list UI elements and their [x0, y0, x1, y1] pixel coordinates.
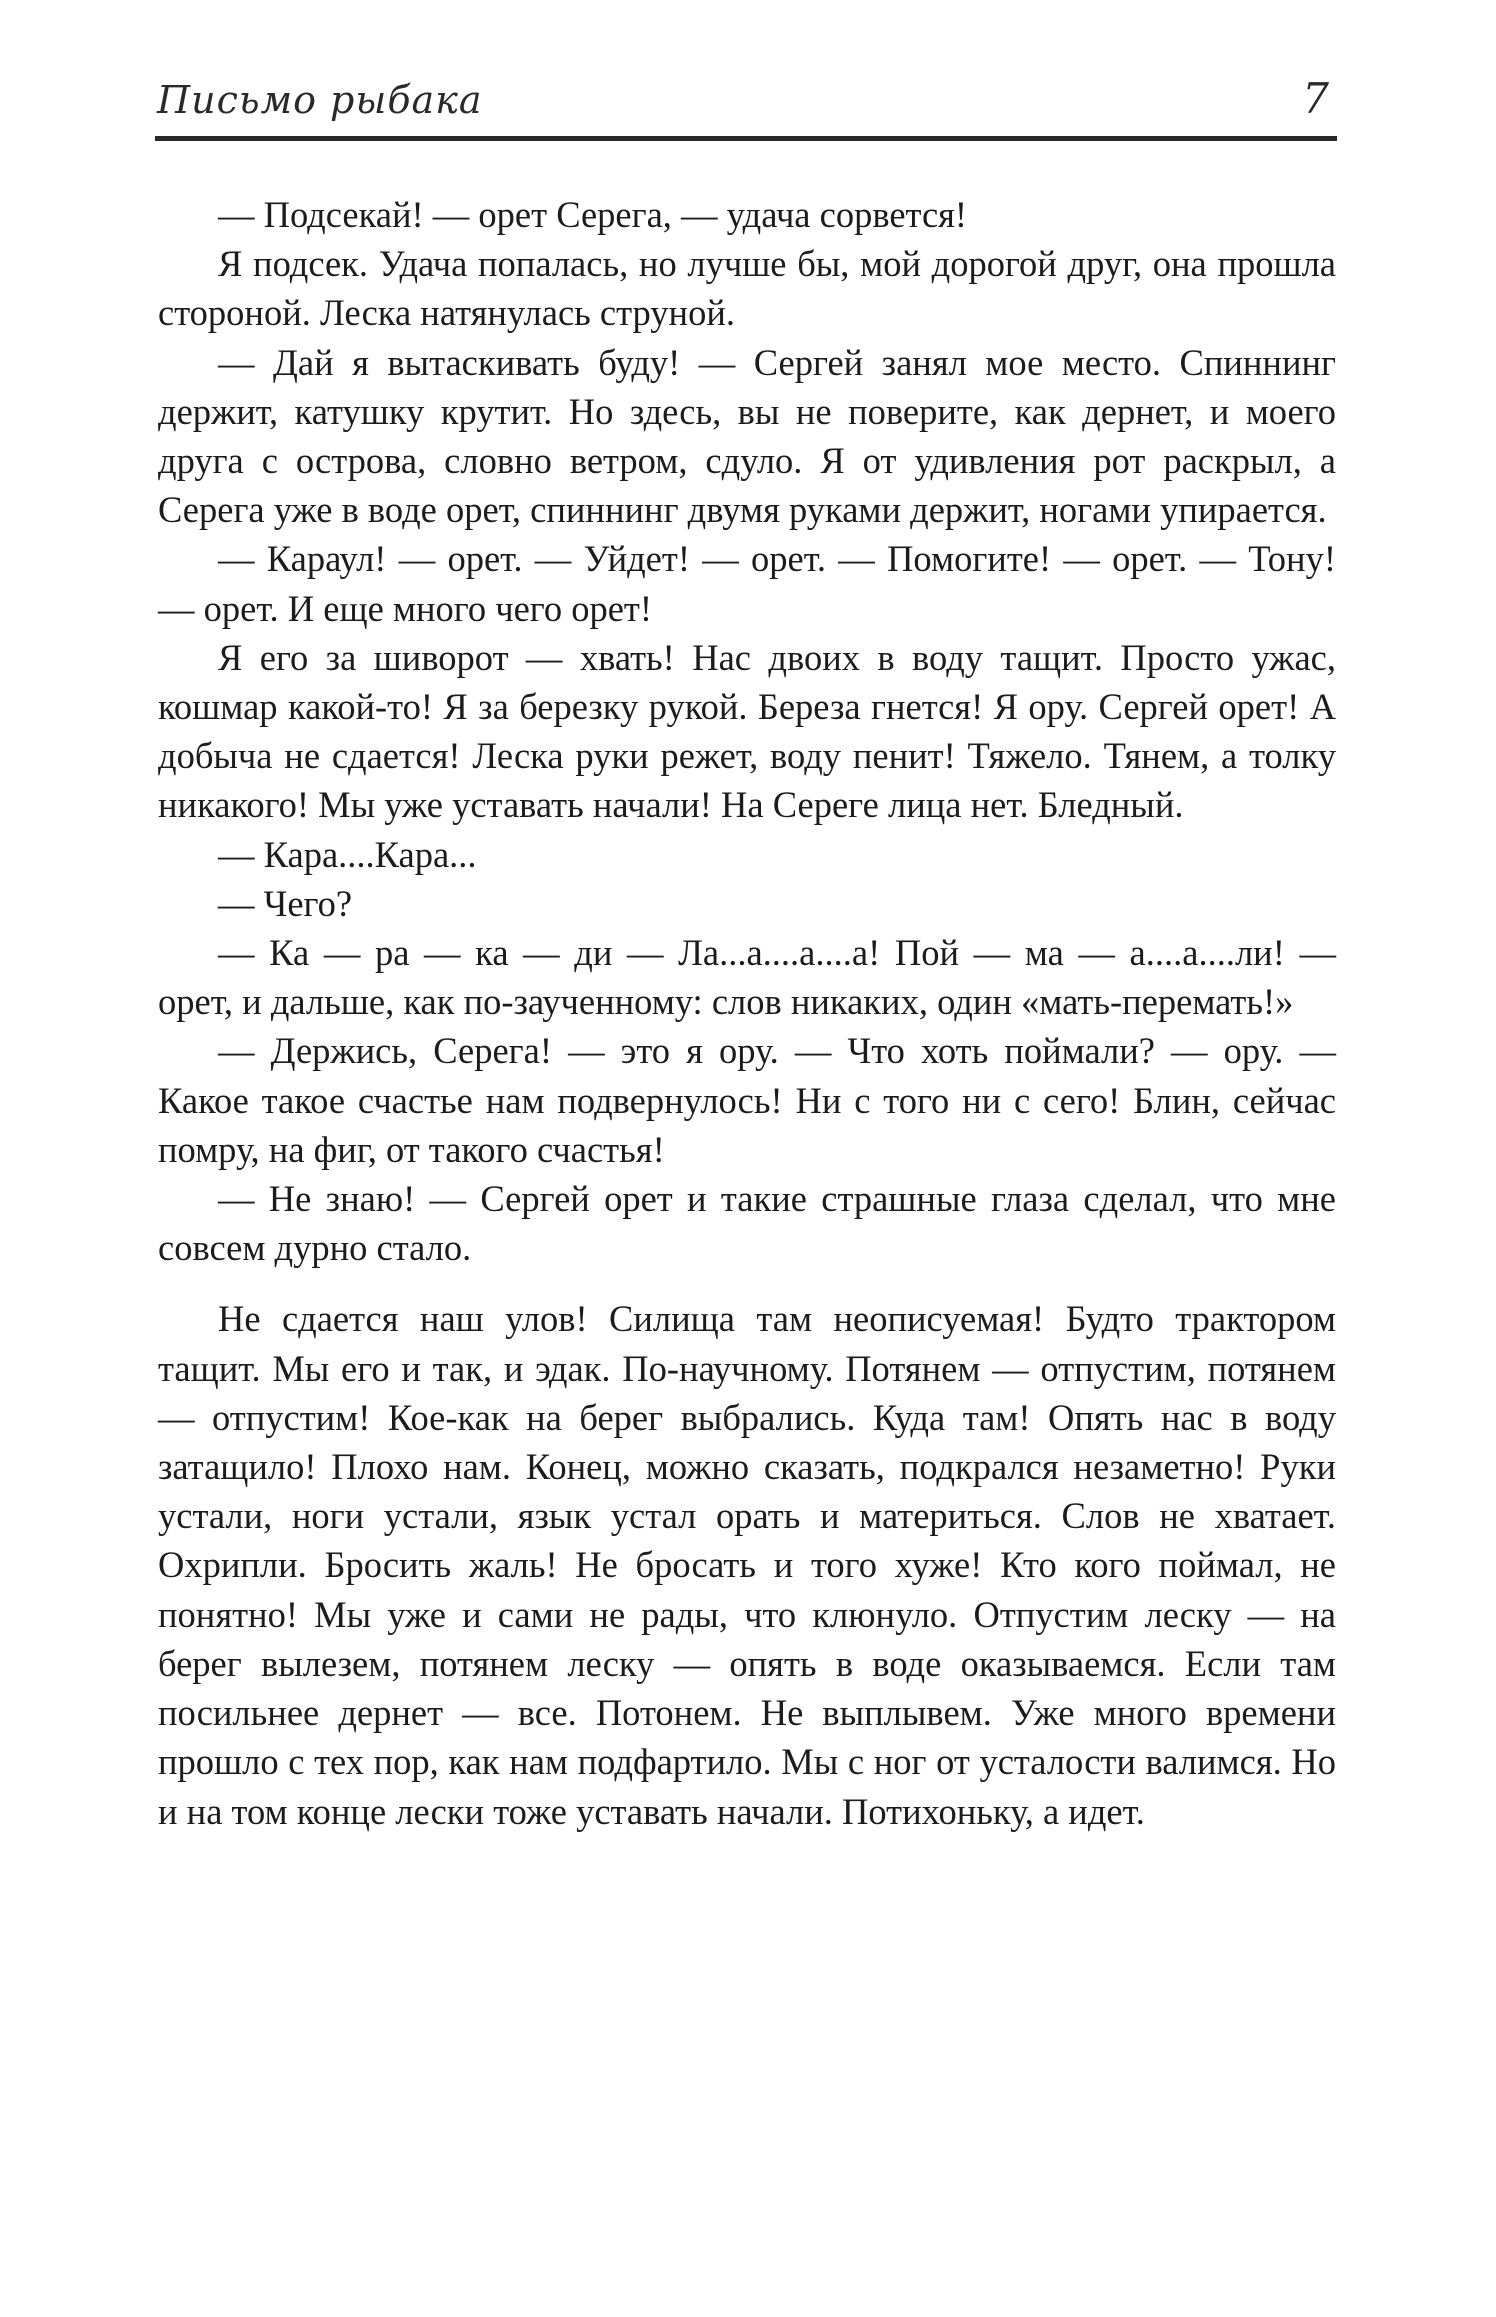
paragraph: — Подсекай! — орет Серега, — удача сорвется! [218, 194, 968, 235]
page-number: 7 [1302, 74, 1329, 123]
paragraph: — Караул! — орет. — Уйдет! — орет. — Помогите! — орет. — Тону! — орет. И еще много чего орет! [158, 538, 1336, 629]
paragraph: Я его за шиворот — хвать! Нас двоих в воду тащит. Просто ужас, кошмар какой-то! Я за березку рукой. Береза гнется! Я ору. Сергей орет! А добыча не сдается! Леска руки режет, воду пенит! Тяжело. Тянем, а толку никакого! Мы уже уставать начали! На Сереге лица нет. Бледный. [158, 636, 1336, 826]
header-divider [155, 136, 1337, 141]
paragraph: — Кара....Кара... [218, 833, 477, 875]
paragraph: Я подсек. Удача попалась, но лучше бы, мой дорогой друг, она прошла стороной. Леска натянулась струной. [158, 243, 1336, 334]
paragraph: — Держись, Серега! — это я ору. — Что хоть поймали? — ору. — Какое такое счастье нам подвернулось! Ни с того ни с сего! Блин, сейчас помру, на фиг, от такого счастья! [158, 1030, 1336, 1170]
paragraph: — Чего? [218, 882, 353, 924]
running-header [155, 70, 1335, 130]
paragraph: — Не знаю! — Сергей орет и такие страшные глаза сделал, что мне совсем дурно стало. [158, 1178, 1336, 1269]
paragraph: — Дай я вытаскивать буду! — Сергей занял мое место. Спиннинг держит, катушку крутит. Но здесь, вы не поверите, как дернет, и моего друга с острова, словно ветром, сдуло. Я от удивления рот раскрыл, а Серега уже в воде орет, спиннинг двумя руками держит, ногами упирается. [158, 341, 1336, 531]
paragraph: Не сдается наш улов! Силища там неописуемая! Будто трактором тащит. Мы его и так, и эдак. По-научному. Потянем — отпустим, потянем — отпустим! Кое-как на берег выбрались. Куда там! Опять нас в воду затащило! Плохо нам. Конец, можно сказать, подкрался незаметно! Руки устали, ноги устали, язык устал орать и материться. Слов не хватает. Охрипли. Бросить жаль! Не бросать и того хуже! Кто кого поймал, не понятно! Мы уже и сами не рады, что клюнуло. Отпустим леску — на берег вылезем, потянем леску — опять в воде оказываемся. Если там посильнее дернет — все. Потонем. Не выплывем. Уже много времени прошло с тех пор, как нам подфартило. Мы с ног от усталости валимся. Но и на том конце лески тоже уставать начали. Потихоньку, а идет. [158, 1298, 1336, 1832]
paragraph: — Ка — ра — ка — ди — Ла...а....а....а! Пой — ма — а....а....ли! — орет, и дальше, как по-заученному: слов никаких, один «мать-перемать!» [158, 932, 1336, 1023]
running-title: Письмо рыбака [157, 78, 483, 122]
body-text [158, 190, 1336, 1836]
